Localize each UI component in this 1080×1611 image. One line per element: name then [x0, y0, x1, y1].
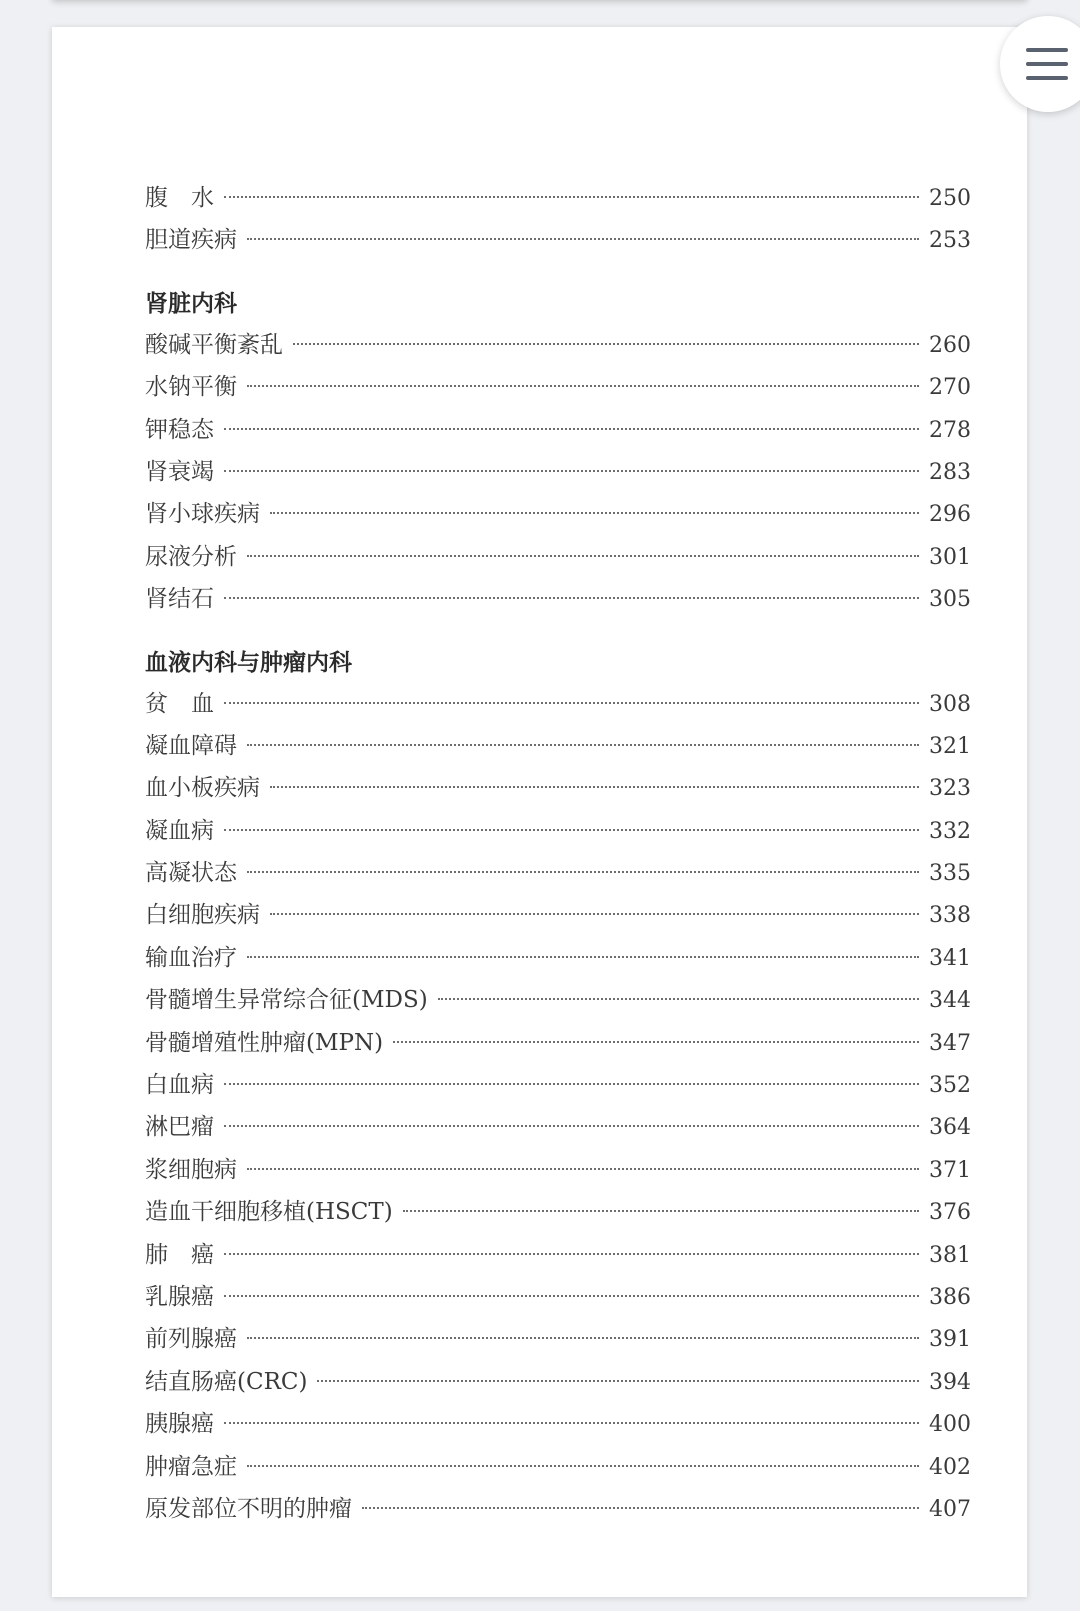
toc-entry[interactable] [145, 937, 971, 979]
dot-leader [224, 829, 919, 831]
toc-entry[interactable] [145, 810, 971, 852]
dot-leader [247, 385, 919, 387]
toc-entry-page-number: 407 [929, 1496, 971, 1522]
toc-entry-page-number: 338 [929, 903, 971, 929]
toc-entry[interactable] [145, 767, 971, 809]
toc-entry-title: 乳腺癌 [145, 1283, 214, 1310]
toc-entry-page-number: 260 [929, 332, 971, 358]
dot-leader [293, 343, 919, 345]
dot-leader [224, 1422, 919, 1424]
toc-entry[interactable] [145, 578, 971, 620]
toc-entry-title: 肿瘤急症 [145, 1453, 237, 1480]
toc-entry-title: 输血治疗 [145, 944, 237, 971]
dot-leader [247, 555, 919, 557]
dot-leader [247, 238, 919, 240]
dot-leader [224, 470, 919, 472]
dot-leader [362, 1507, 919, 1509]
toc-entry[interactable] [145, 1446, 971, 1488]
toc-entry-page-number: 402 [929, 1454, 971, 1480]
dot-leader [270, 512, 919, 514]
dot-leader [247, 1465, 919, 1467]
toc-entry-title: 淋巴瘤 [145, 1114, 214, 1141]
toc-entry-page-number: 352 [929, 1073, 971, 1099]
toc-entry-page-number: 270 [929, 375, 971, 401]
toc-entry-page-number: 332 [929, 818, 971, 844]
toc-entry[interactable] [145, 1276, 971, 1318]
toc-entry-page-number: 278 [929, 417, 971, 443]
dot-leader [247, 956, 919, 958]
toc-entry-title: 结直肠癌(CRC) [145, 1368, 308, 1395]
toc-entry-title: 钾稳态 [145, 416, 214, 443]
section-heading: 肾脏内科 [145, 290, 237, 317]
toc-entry[interactable] [145, 409, 971, 451]
toc-entry[interactable] [145, 1064, 971, 1106]
toc-entry-title: 造血干细胞移植(HSCT) [145, 1199, 393, 1226]
toc-entry-title: 前列腺癌 [145, 1326, 237, 1353]
toc-entry-page-number: 335 [929, 861, 971, 887]
toc-entry[interactable] [145, 536, 971, 578]
toc-entry-page-number: 344 [929, 988, 971, 1014]
dot-leader [224, 1083, 919, 1085]
toc-entry-title: 白血病 [145, 1072, 214, 1099]
section-heading: 血液内科与肿瘤内科 [145, 649, 352, 676]
toc-entry-title: 胆道疾病 [145, 227, 237, 254]
toc-entry-title: 原发部位不明的肿瘤 [145, 1495, 352, 1522]
toc-entry[interactable] [145, 1022, 971, 1064]
dot-leader [403, 1210, 919, 1212]
toc-entry-title: 凝血障碍 [145, 732, 237, 759]
toc-entry[interactable] [145, 177, 971, 219]
toc-entry-title: 肾结石 [145, 586, 214, 613]
dot-leader [247, 1337, 919, 1339]
table-of-contents [145, 177, 971, 1530]
toc-entry-title: 水钠平衡 [145, 374, 237, 401]
toc-entry[interactable] [145, 1488, 971, 1530]
toc-entry[interactable] [145, 1234, 971, 1276]
toc-entry[interactable] [145, 894, 971, 936]
toc-entry-title: 高凝状态 [145, 860, 237, 887]
toc-entry[interactable] [145, 366, 971, 408]
toc-entry-title: 肺 癌 [145, 1241, 214, 1268]
toc-entry-page-number: 323 [929, 776, 971, 802]
toc-entry-page-number: 386 [929, 1284, 971, 1310]
toc-entry-page-number: 250 [929, 186, 971, 211]
toc-entry-title: 肾衰竭 [145, 458, 214, 485]
toc-entry-title: 凝血病 [145, 817, 214, 844]
toc-entry[interactable] [145, 1106, 971, 1148]
toc-entry-page-number: 371 [929, 1157, 971, 1183]
toc-entry[interactable] [145, 1318, 971, 1360]
toc-entry[interactable] [145, 219, 971, 261]
toc-entry[interactable] [145, 725, 971, 767]
toc-entry-page-number: 376 [929, 1200, 971, 1226]
dot-leader [393, 1041, 919, 1043]
toc-entry[interactable] [145, 1191, 971, 1233]
toc-entry-page-number: 321 [929, 733, 971, 759]
toc-entry-page-number: 364 [929, 1115, 971, 1141]
dot-leader [224, 702, 919, 704]
toc-entry[interactable] [145, 451, 971, 493]
toc-entry-page-number: 253 [929, 228, 971, 254]
toc-entry-title: 骨髓增生异常综合征(MDS) [145, 987, 428, 1014]
toc-entry-title: 白细胞疾病 [145, 902, 260, 929]
dot-leader [438, 998, 919, 1000]
toc-entry[interactable] [145, 493, 971, 535]
dot-leader [247, 1168, 919, 1170]
toc-entry-title: 腹 水 [145, 185, 214, 211]
dot-leader [224, 1125, 919, 1127]
toc-entry-page-number: 341 [929, 945, 971, 971]
dot-leader [224, 196, 919, 198]
dot-leader [317, 1380, 919, 1382]
toc-entry[interactable] [145, 1361, 971, 1403]
toc-entry-page-number: 400 [929, 1412, 971, 1438]
toc-entry[interactable] [145, 852, 971, 894]
toc-entry-title: 贫 血 [145, 690, 214, 717]
toc-entry-page-number: 394 [929, 1369, 971, 1395]
dot-leader [224, 1295, 919, 1297]
dot-leader [247, 871, 919, 873]
toc-entry[interactable] [145, 979, 971, 1021]
toc-entry-title: 血小板疾病 [145, 775, 260, 802]
toc-entry[interactable] [145, 324, 971, 366]
dot-leader [270, 913, 919, 915]
document-page [52, 27, 1027, 1597]
toc-entry-page-number: 301 [929, 544, 971, 570]
toc-entry[interactable] [145, 1403, 971, 1445]
toc-entry-title: 浆细胞病 [145, 1156, 237, 1183]
dot-leader [224, 597, 919, 599]
dot-leader [247, 744, 919, 746]
toc-entry-title: 肾小球疾病 [145, 501, 260, 528]
dot-leader [224, 428, 919, 430]
toc-entry-title: 胰腺癌 [145, 1411, 214, 1438]
toc-entry-title: 骨髓增殖性肿瘤(MPN) [145, 1029, 384, 1056]
toc-entry-page-number: 296 [929, 502, 971, 528]
toc-entry-page-number: 347 [929, 1030, 971, 1056]
toc-entry-page-number: 308 [929, 691, 971, 717]
toc-entry-page-number: 391 [929, 1327, 971, 1353]
toc-entry-title: 酸碱平衡紊乱 [145, 331, 283, 358]
toc-entry-page-number: 381 [929, 1242, 971, 1268]
toc-entry[interactable] [145, 683, 971, 725]
toc-entry-page-number: 305 [929, 587, 971, 613]
toc-entry-title: 尿液分析 [145, 543, 237, 570]
toc-entry[interactable] [145, 1149, 971, 1191]
toc-entry-page-number: 283 [929, 459, 971, 485]
dot-leader [270, 786, 919, 788]
dot-leader [224, 1253, 919, 1255]
